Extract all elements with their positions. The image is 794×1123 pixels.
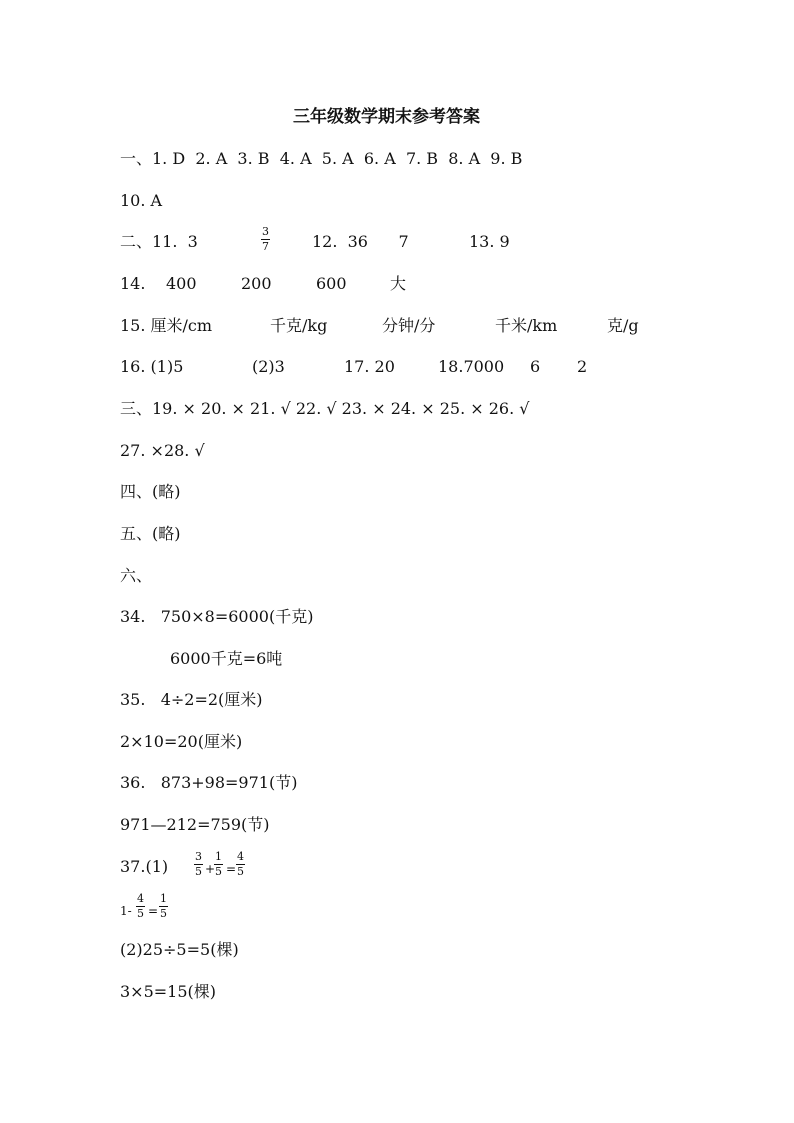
- q11-frac-denominator: 7: [262, 240, 269, 253]
- q15-answer-5: 克/g: [607, 316, 639, 335]
- q15-answer-2: 千克/kg: [270, 316, 328, 335]
- numerator: 4: [137, 892, 144, 905]
- q16-part2: (2)3: [252, 357, 285, 376]
- q14-answer-2: 200: [241, 274, 272, 293]
- q18-answer-2: 6: [530, 357, 541, 376]
- denominator: 5: [160, 907, 167, 920]
- page-title: 三年级数学期末参考答案: [293, 107, 480, 127]
- section6: 六、: [120, 566, 153, 585]
- section4: 四、(略): [120, 482, 181, 501]
- q36-line2: 971—212=759(节): [120, 815, 270, 834]
- section5: 五、(略): [120, 524, 181, 543]
- q16-part1: 16. (1)5: [120, 357, 184, 376]
- q11-answer: 二、11. 3: [120, 232, 198, 251]
- q34-line1: 34. 750×8=6000(千克): [120, 607, 314, 626]
- q37-part2-line1: (2)25÷5=5(棵): [120, 940, 239, 959]
- q14-label: 14.: [120, 274, 146, 293]
- equals-sign: =: [148, 904, 159, 918]
- q36-line1: 36. 873+98=971(节): [120, 773, 298, 792]
- q37-eq2-frac-a: [136, 893, 145, 920]
- section3-line2: 27. ×28. √: [120, 441, 205, 460]
- q11-frac-numerator: 3: [262, 225, 269, 238]
- numerator: 3: [195, 850, 202, 863]
- q14-answer-1: 400: [166, 274, 197, 293]
- denominator: 5: [215, 865, 222, 878]
- q13-answer: 13. 9: [469, 232, 510, 251]
- q15-answer-1: 15. 厘米/cm: [120, 316, 213, 335]
- denominator: 5: [195, 865, 202, 878]
- q14-answer-3: 600: [316, 274, 347, 293]
- q37-eq2-lead: 1-: [120, 904, 132, 918]
- q37-frac-c: [236, 851, 245, 878]
- q34-line2: 6000千克=6吨: [170, 649, 283, 668]
- q18-answer-1: 18.7000: [438, 357, 505, 376]
- numerator: 4: [237, 850, 244, 863]
- q18-answer-3: 2: [577, 357, 588, 376]
- numerator: 1: [215, 850, 222, 863]
- q15-answer-3: 分钟/分: [382, 316, 436, 335]
- q11-fraction: [261, 226, 270, 253]
- q14-answer-4: 大: [390, 274, 407, 293]
- q37-frac-a: [194, 851, 203, 878]
- section1-line1: 一、1. D 2. A 3. B 4. A 5. A 6. A 7. B 8. A 9. B: [120, 149, 523, 168]
- q37-eq2-frac-c: [159, 893, 168, 920]
- q17-answer: 17. 20: [344, 357, 395, 376]
- section1-line2: 10. A: [120, 191, 163, 210]
- denominator: 5: [137, 907, 144, 920]
- equals-sign: =: [226, 862, 237, 876]
- plus-sign: +: [205, 862, 216, 876]
- q37-part2-line2: 3×5=15(棵): [120, 982, 217, 1001]
- q37-frac-b: [214, 851, 223, 878]
- section3-line1: 三、19. × 20. × 21. √ 22. √ 23. × 24. × 25. × 26. √: [120, 399, 530, 418]
- denominator: 5: [237, 865, 244, 878]
- q15-answer-4: 千米/km: [495, 316, 558, 335]
- q35-line1: 35. 4÷2=2(厘米): [120, 690, 263, 709]
- q35-line2: 2×10=20(厘米): [120, 732, 243, 751]
- q37-prefix: 37.(1): [120, 857, 169, 876]
- numerator: 1: [160, 892, 167, 905]
- q12-answer: 12. 36 7: [312, 232, 409, 251]
